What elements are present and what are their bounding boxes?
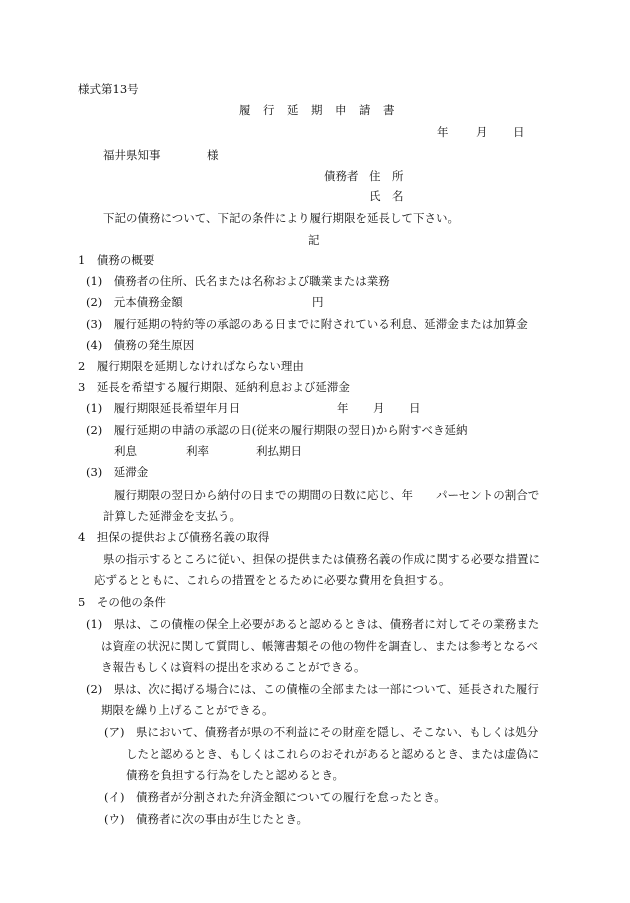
debtor-address-label: 住 所 <box>369 169 404 183</box>
form-number: 様式第13号 <box>78 82 139 96</box>
section-5-item-2-line-2: 期限を繰り上げることができる。 <box>101 703 274 717</box>
section-5-sub-a-line-1: (ア) 県において、債務者が県の不利益にその財産を隠し、そこない、もしくは処分 <box>104 725 539 739</box>
section-1-heading: 1 債務の概要 <box>78 253 155 267</box>
section-2-heading: 2 履行期限を延期しなければならない理由 <box>78 359 304 373</box>
section-1-item-4: (4) 債務の発生原因 <box>86 338 195 352</box>
section-3-item-3-body-2: 計算した延滞金を支払う。 <box>103 509 241 523</box>
section-5-sub-i-line-1: (イ) 債務者が分割された弁済金額についての履行を怠ったとき。 <box>104 790 446 804</box>
section-5-item-1-line-2: は資産の状況に関して質問し、帳簿書類その他の物件を調査し、または参考となるべ <box>101 639 538 653</box>
request-text: 下記の債務について、下記の条件により履行期限を延長して下さい。 <box>103 211 460 225</box>
section-3-item-1-year: 年 <box>337 401 349 415</box>
section-5-sub-a-line-2: したと認めるとき、もしくはこれらのおそれがあると認めるとき、または虚偽に <box>126 747 540 761</box>
section-3-item-2-interest: 利息 <box>114 444 137 458</box>
section-4-heading: 4 担保の提供および債務名義の取得 <box>78 530 270 544</box>
section-5-item-1-line-1: (1) 県は、この債権の保全上必要があると認めるときは、債務者に対してその業務また <box>86 617 540 631</box>
date-year-label: 年 <box>437 125 449 139</box>
section-3-item-1-month: 月 <box>373 401 385 415</box>
addressee-honorific: 様 <box>207 148 219 162</box>
section-5-sub-a-line-3: 債務を負担する行為をしたと認めるとき。 <box>126 768 345 782</box>
section-3-heading: 3 延長を希望する履行期限、延納利息および延滞金 <box>78 380 350 394</box>
section-3-item-3-body-1: 履行期限の翌日から納付の日までの期間の日数に応じ、年 パーセントの割合で <box>114 488 540 502</box>
section-3-item-1-day: 日 <box>409 401 421 415</box>
section-5-item-1-line-3: き報告もしくは資料の提出を求めることができる。 <box>101 660 366 674</box>
section-3-item-2-rate: 利率 <box>186 444 209 458</box>
section-3-item-3: (3) 延滞金 <box>86 465 149 479</box>
section-1-item-2-unit: 円 <box>312 295 324 309</box>
section-3-item-1-label: (1) 履行期限延長希望年月日 <box>86 401 241 415</box>
debtor-name-label: 氏 名 <box>369 189 404 203</box>
section-5-sub-u-line-1: (ウ) 債務者に次の事由が生じたとき。 <box>104 812 309 826</box>
section-1-item-3: (3) 履行延期の特約等の承認のある日までに附されている利息、延滞金または加算金 <box>86 317 528 331</box>
addressee-name: 福井県知事 <box>103 148 161 162</box>
section-1-item-1: (1) 債務者の住所、氏名または名称および職業または業務 <box>86 274 390 288</box>
section-3-item-2: (2) 履行延期の申請の承認の日(従来の履行期限の翌日)から附すべき延納 <box>86 423 468 437</box>
section-5-item-2-line-1: (2) 県は、次に掲げる場合には、この債権の全部または一部について、延長された履行 <box>86 682 539 696</box>
section-5-heading: 5 その他の条件 <box>78 595 166 609</box>
ki-heading: 記 <box>308 233 320 247</box>
document-title: 履 行 延 期 申 請 書 <box>239 103 395 117</box>
date-day-label: 日 <box>513 125 525 139</box>
section-4-body-1: 県の指示するところに従い、担保の提供または債務名義の作成に関する必要な措置に <box>103 552 540 566</box>
debtor-label: 債務者 <box>324 169 359 183</box>
section-4-body-2: 応ずるとともに、これらの措置をとるために必要な費用を負担する。 <box>94 573 451 587</box>
section-3-item-2-payday: 利払期日 <box>256 444 302 458</box>
section-1-item-2-label: (2) 元本債務金額 <box>86 295 183 309</box>
date-month-label: 月 <box>476 125 488 139</box>
